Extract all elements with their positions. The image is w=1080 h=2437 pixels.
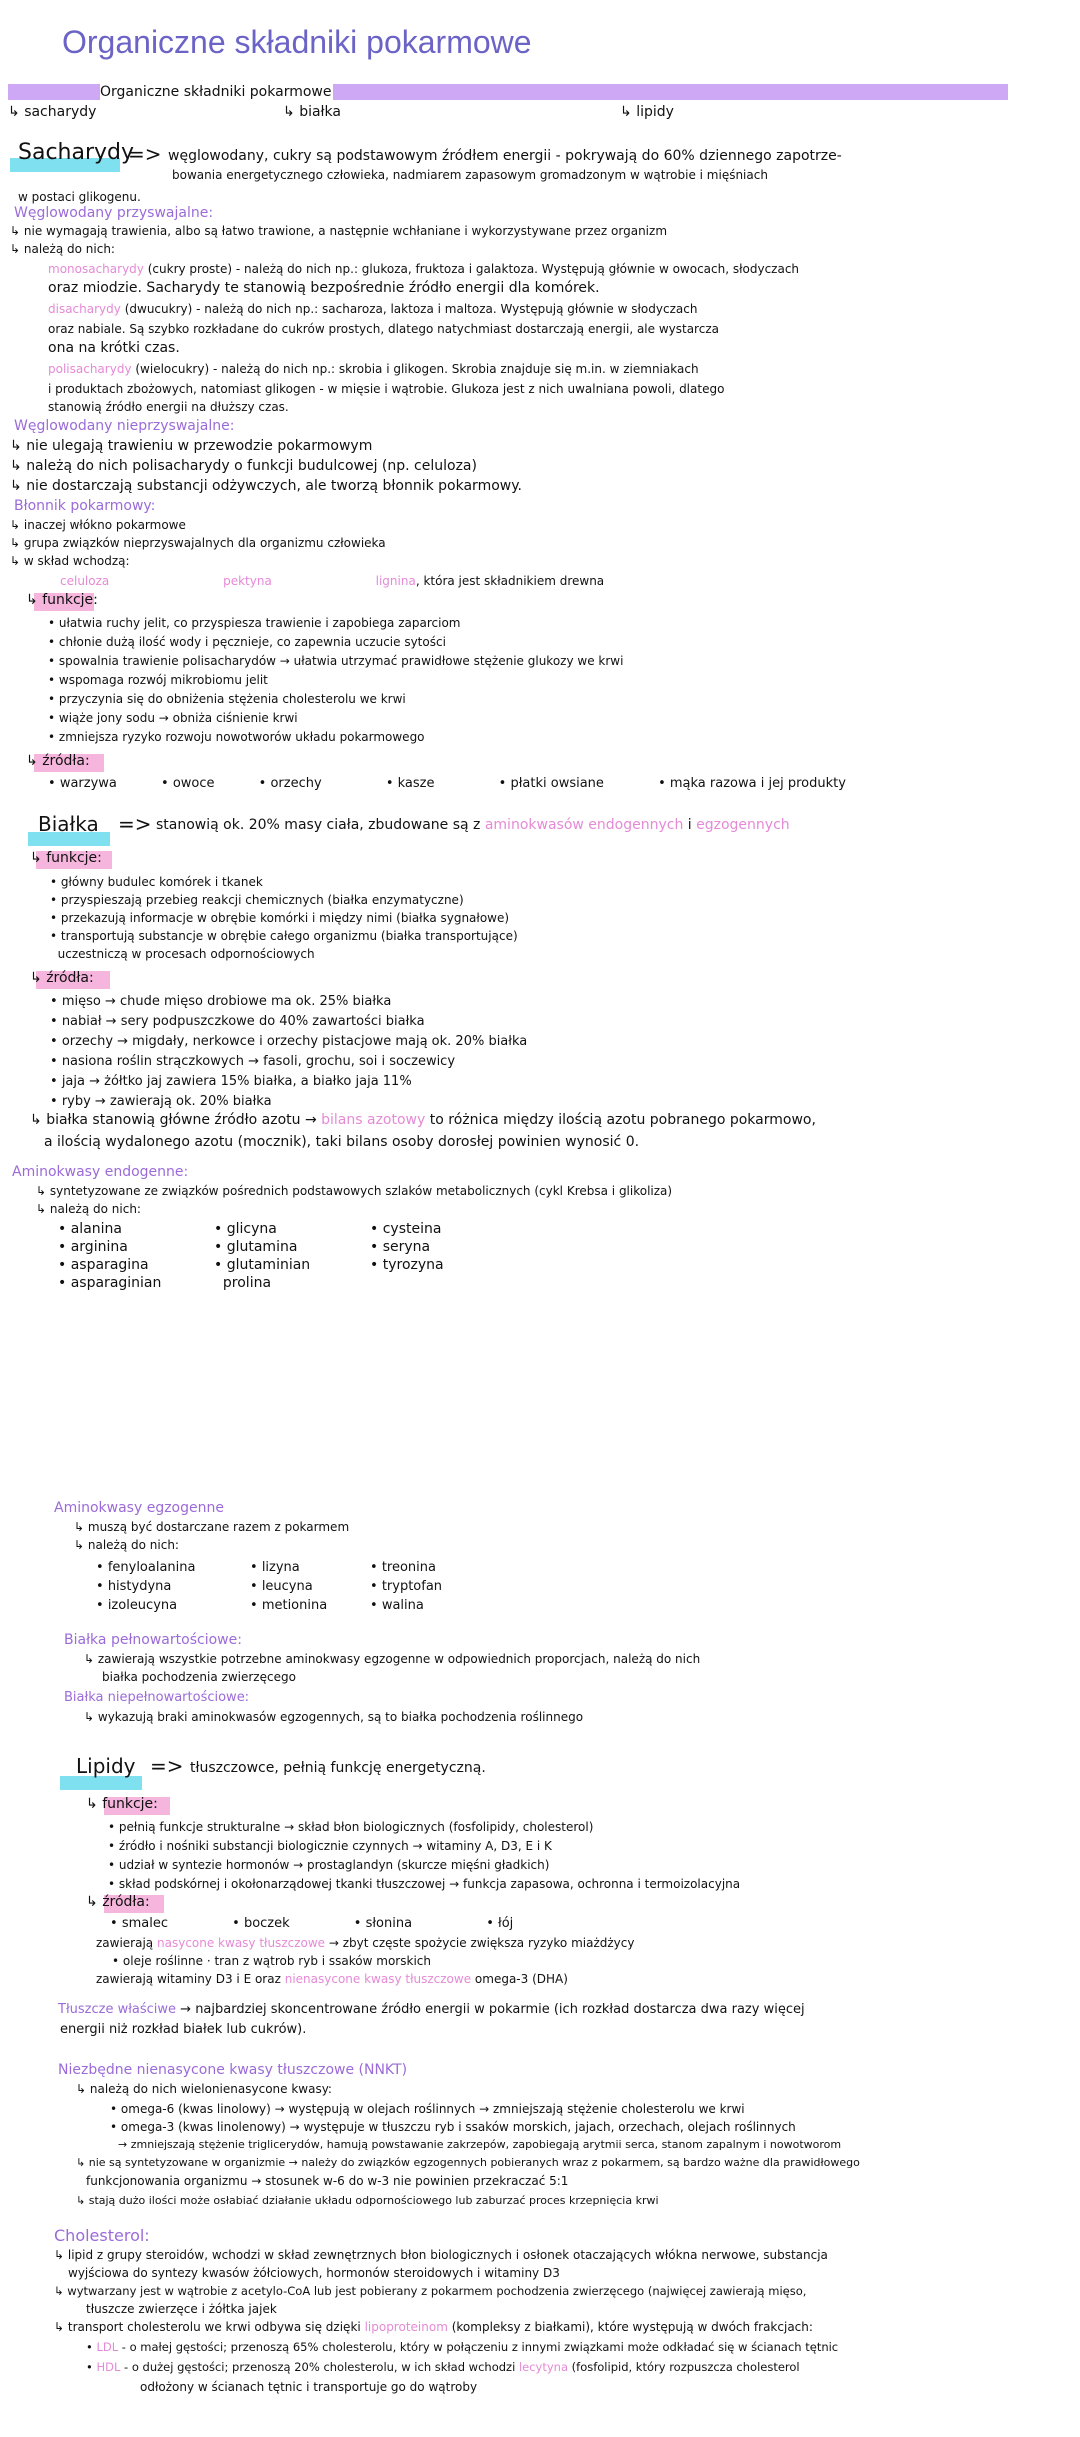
sacharydy-def-3: w postaci glikogenu.: [18, 190, 141, 204]
blonnik-items: celuloza pektyna lignina, która jest składnikiem drewna: [60, 574, 605, 588]
nieprzyswajalne-line-3: ↳ nie dostarczają substancji odżywczych, ale tworzą błonnik pokarmowy.: [10, 478, 522, 494]
blonnik-zrodla-heading: ↳ źródła:: [26, 753, 90, 769]
list-item: • histydyna: [96, 1579, 172, 1594]
pelnowartosciowe-line-1: ↳ zawierają wszystkie potrzebne aminokwasy egzogenne w odpowiednich proporcjach, należą do nich: [84, 1652, 701, 1666]
list-item: • wspomaga rozwój mikrobiomu jelit: [48, 673, 268, 687]
list-item: • transportują substancje w obrębie całego organizmu (białka transportujące): [50, 929, 518, 943]
sacharydy-heading: Sacharydy: [18, 140, 135, 165]
sacharydy-def-2: bowania energetycznego człowieka, nadmiarem zapasowym gromadzonym w wątrobie i mięśniach: [172, 168, 768, 182]
nnkt-heading: Niezbędne nienasycone kwasy tłuszczowe (NNKT): [58, 2062, 408, 2078]
przyswajalne-line-1: ↳ nie wymagają trawienia, albo są łatwo trawione, a następnie wchłaniane i wykorzystywane przez organizm: [10, 224, 668, 238]
nieprzyswajalne-line-1: ↳ nie ulegają trawieniu w przewodzie pokarmowym: [10, 438, 373, 454]
list-item: • tryptofan: [370, 1579, 443, 1594]
endogenne-heading: Aminokwasy endogenne:: [12, 1164, 189, 1180]
arrow-icon: ↳: [10, 518, 24, 532]
blonnik-funkcje-list: [48, 614, 623, 747]
blonnik-zrodla-list: [48, 776, 846, 791]
lipidy-funkcje-list: [108, 1818, 740, 1894]
arrow-icon: ↳: [74, 1520, 88, 1534]
list-item: • spowalnia trawienie polisacharydów → ułatwia utrzymać prawidłowe stężenie glukozy we krwi: [48, 654, 624, 668]
list-item: • glutaminian: [214, 1257, 311, 1273]
list-item: • glicyna: [214, 1221, 277, 1237]
list-item: • lizyna: [250, 1560, 300, 1575]
bialka-funkcje-list: [50, 873, 518, 963]
przyswajalne-line-2: ↳ należą do nich:: [10, 242, 115, 256]
arrow-icon: ↳: [30, 970, 47, 986]
nnkt-omega6: • omega-6 (kwas linolowy) → występują w olejach roślinnych → zmniejszają stężenie cholesterolu we krwi: [110, 2102, 745, 2116]
list-item: • mięso → chude mięso drobiowe ma ok. 25% białka: [50, 994, 392, 1009]
cholesterol-line-1: ↳ lipid z grupy steroidów, wchodzi w skład zewnętrznych błon biologicznych i osłonek otaczających włókna nerwowe, substancja: [54, 2248, 828, 2262]
cholesterol-line-2: wyjściowa do syntezy kwasów żółciowych, hormonów steroidowych i witaminy D3: [68, 2266, 560, 2280]
arrow-icon: ↳: [8, 104, 25, 120]
list-item: • kasze: [385, 776, 435, 791]
list-item: • boczek: [232, 1916, 290, 1931]
list-item: • glutamina: [214, 1239, 298, 1255]
arrow-icon: ↳: [10, 554, 24, 568]
niepelnowartosciowe-line: ↳ wykazują braki aminokwasów egzogennych, są to białka pochodzenia roślinnego: [84, 1710, 584, 1724]
page-title: Organiczne składniki pokarmowe: [62, 24, 532, 60]
nnkt-omega3-b: → zmniejszają stężenie triglicerydów, hamują powstawanie zakrzepów, zapobiegają arytmii serca, stanom zapalnym i nowotworom: [118, 2138, 842, 2151]
di-line-1: disacharydy (dwucukry) - należą do nich np.: sacharoza, laktoza i maltoza. Występują głównie w słodyczach: [48, 302, 698, 316]
bialka-arrow: =>: [118, 812, 152, 836]
list-item: • nabiał → sery podpuszczkowe do 40% zawartości białka: [50, 1014, 425, 1029]
list-item: • pełnią funkcje strukturalne → skład błon biologicznych (fosfolipidy, cholesterol): [108, 1820, 594, 1834]
arrow-icon: ↳: [26, 592, 43, 608]
cholesterol-hdl-2: odłożony w ścianach tętnic i transportuje go do wątroby: [140, 2380, 478, 2394]
cholesterol-hdl: • HDL - o dużej gęstości; przenoszą 20% cholesterolu, w ich skład wchodzi lecytyna (fosfolipid, który rozpuszcza cholesterol: [86, 2360, 800, 2374]
niepelnowartosciowe-heading: Białka niepełnowartościowe:: [64, 1690, 250, 1705]
endogenne-line-1: ↳ syntetyzowane ze związków pośrednich podstawowych szlaków metabolicznych (cykl Krebsa i glikoliza): [36, 1184, 673, 1198]
egzogenne-col-2: [250, 1558, 327, 1615]
nieprzyswajalne-line-2: ↳ należą do nich polisacharydy o funkcji budulcowej (np. celuloza): [10, 458, 477, 474]
list-item: • chłonie dużą ilość wody i pęcznieje, co zapewnia uczucie sytości: [48, 635, 446, 649]
nnkt-omega3: • omega-3 (kwas linolenowy) → występuje w tłuszczu ryb i ssaków morskich, jajach, orzechach, olejach roślinnych: [110, 2120, 796, 2134]
arrow-icon: ↳: [76, 2156, 89, 2169]
sacharydy-def-1: węglowodany, cukry są podstawowym źródłem energii - pokrywają do 60% dziennego zapotrze-: [168, 148, 842, 164]
list-item: • cysteina: [370, 1221, 442, 1237]
list-item: • asparaginian: [58, 1275, 162, 1291]
sacharydy-arrow: =>: [128, 142, 162, 166]
list-item: • orzechy → migdały, nerkowce i orzechy pistacjowe mają ok. 20% białka: [50, 1034, 528, 1049]
blonnik-item: pektyna: [223, 574, 272, 588]
list-item: • przyspieszają przebieg reakcji chemicznych (białka enzymatyczne): [50, 893, 464, 907]
lipidy-zrodla-list: [110, 1916, 513, 1931]
list-item: • ryby → zawierają ok. 20% białka: [50, 1094, 272, 1109]
bialka-funkcje-heading: ↳ funkcje:: [30, 850, 102, 866]
lipidy-zrodla-line-1: zawierają nasycone kwasy tłuszczowe → zbyt częste spożycie zwiększa ryzyko miażdżycy: [96, 1936, 635, 1950]
tree-branch-sacharydy: ↳ sacharydy: [8, 104, 97, 120]
list-item: • asparagina: [58, 1257, 149, 1273]
cholesterol-heading: Cholesterol:: [54, 2226, 150, 2245]
lipidy-zrodla-heading: ↳ źródła:: [86, 1894, 150, 1910]
tluszcze-line-1: Tłuszcze właściwe → najbardziej skoncentrowane źródło energii w pokarmie (ich rozkład dostarcza dwa razy więcej: [58, 2002, 805, 2017]
list-item: • orzechy: [258, 776, 322, 791]
cholesterol-line-4: tłuszcze zwierzęce i żółtka jajek: [86, 2302, 277, 2316]
lipidy-arrow: =>: [150, 1754, 184, 1778]
lipidy-highlight: [60, 1776, 142, 1790]
blonnik-heading: Błonnik pokarmowy:: [14, 498, 156, 514]
endogenne-col-1: [58, 1220, 161, 1292]
arrow-icon: ↳: [10, 224, 24, 238]
blonnik-item: lignina: [375, 574, 416, 588]
list-item: • seryna: [370, 1239, 431, 1255]
nnkt-line-1: ↳ należą do nich wielonienasycone kwasy:: [76, 2082, 332, 2096]
lipidy-funkcje-heading: ↳ funkcje:: [86, 1796, 158, 1812]
arrow-icon: ↳: [283, 104, 300, 120]
azot-line-1: ↳ białka stanowią główne źródło azotu → bilans azotowy to różnica między ilością azotu pobranego pokarmowo,: [30, 1112, 816, 1128]
endogenne-col-2: [214, 1220, 310, 1292]
highlight-bar-right: [333, 84, 1008, 100]
arrow-icon: ↳: [76, 2194, 89, 2207]
di-line-3: ona na krótki czas.: [48, 340, 180, 356]
di-line-2: oraz nabiale. Są szybko rozkładane do cukrów prostych, dlatego natychmiast dostarczają energii, ale wystarcza: [48, 322, 719, 336]
list-item: • fenyloalanina: [96, 1560, 196, 1575]
list-item: prolina: [222, 1275, 272, 1291]
list-item: • skład podskórnej i okołonarządowej tkanki tłuszczowej → funkcja zapasowa, ochronna i termoizolacyjna: [108, 1877, 741, 1891]
list-item: • główny budulec komórek i tkanek: [50, 875, 263, 889]
list-item: uczestniczą w procesach odpornościowych: [57, 947, 315, 961]
lipidy-zrodla-line-3: zawierają witaminy D3 i E oraz nienasycone kwasy tłuszczowe omega-3 (DHA): [96, 1972, 568, 1986]
endogenne-col-3: [370, 1220, 444, 1274]
bialka-def: stanowią ok. 20% masy ciała, zbudowane są z aminokwasów endogennych i egzogennych: [156, 817, 790, 833]
arrow-icon: ↳: [26, 753, 43, 769]
endogenne-line-2: ↳ należą do nich:: [36, 1202, 141, 1216]
arrow-icon: ↳: [76, 2082, 90, 2096]
list-item: • jaja → żółtko jaj zawiera 15% białka, a białko jaja 11%: [50, 1074, 412, 1089]
egzogenne-col-3: [370, 1558, 442, 1615]
list-item: • treonina: [370, 1560, 436, 1575]
list-item: • łój: [486, 1916, 514, 1931]
lipidy-heading: Lipidy: [76, 1754, 136, 1778]
list-item: • udział w syntezie hormonów → prostaglandyn (skurcze mięśni gładkich): [108, 1858, 550, 1872]
cholesterol-line-3: ↳ wytwarzany jest w wątrobie z acetylo-CoA lub jest pobierany z pokarmem pochodzenia zwierzęcego (najwięcej zawierają mięso,: [54, 2284, 807, 2298]
arrow-icon: ↳: [10, 536, 24, 550]
list-item: • nasiona roślin strączkowych → fasoli, grochu, soi i soczewicy: [50, 1054, 456, 1069]
bialka-heading: Białka: [38, 812, 99, 836]
bialka-zrodla-list: [50, 992, 527, 1112]
blonnik-line-2: ↳ grupa związków nieprzyswajalnych dla organizmu człowieka: [10, 536, 386, 550]
tree-root: Organiczne składniki pokarmowe: [100, 84, 332, 100]
nnkt-line-3: funkcjonowania organizmu → stosunek w-6 do w-3 nie powinien przekraczać 5:1: [86, 2174, 569, 2188]
list-item: • ułatwia ruchy jelit, co przyspiesza trawienie i zapobiega zaparciom: [48, 616, 461, 630]
list-item: • arginina: [58, 1239, 128, 1255]
tluszcze-line-2: energii niż rozkład białek lub cukrów).: [60, 2022, 307, 2037]
arrow-icon: ↳: [74, 1538, 88, 1552]
list-item: • słonina: [353, 1916, 413, 1931]
arrow-icon: ↳: [84, 1710, 98, 1724]
blonnik-funkcje-heading: ↳ funkcje:: [26, 592, 98, 608]
list-item: • wiąże jony sodu → obniża ciśnienie krwi: [48, 711, 298, 725]
list-item: • warzywa: [48, 776, 117, 791]
list-item: • alanina: [58, 1221, 122, 1237]
arrow-icon: ↳: [54, 2248, 68, 2262]
tree-branch-lipidy: ↳ lipidy: [620, 104, 674, 120]
arrow-icon: ↳: [84, 1652, 98, 1666]
list-item: • tyrozyna: [370, 1257, 444, 1273]
list-item: • przekazują informacje w obrębie komórki i między nimi (białka sygnałowe): [50, 911, 510, 925]
list-item: • owoce: [161, 776, 215, 791]
nnkt-line-2: ↳ nie są syntetyzowane w organizmie → należy do związków egzogennych pobieranych wraz z pokarmem, są bardzo ważne dla prawidłowego: [76, 2156, 860, 2169]
pelnowartosciowe-line-2: białka pochodzenia zwierzęcego: [102, 1670, 296, 1684]
tree-branch-bialka: ↳ białka: [283, 104, 341, 120]
blonnik-item: celuloza: [60, 574, 110, 588]
arrow-icon: ↳: [10, 458, 27, 474]
arrow-icon: ↳: [36, 1202, 50, 1216]
list-item: • płatki owsiane: [498, 776, 604, 791]
cholesterol-ldl: • LDL - o małej gęstości; przenoszą 65% cholesterolu, który w połączeniu z innymi związkami może odkładać się w ścianach tętnic: [86, 2340, 839, 2354]
blonnik-line-1: ↳ inaczej włókno pokarmowe: [10, 518, 186, 532]
list-item: • przyczynia się do obniżenia stężenia cholesterolu we krwi: [48, 692, 406, 706]
poli-line-3: stanowią źródło energii na dłuższy czas.: [48, 400, 289, 414]
poli-line-1: polisacharydy (wielocukry) - należą do nich np.: skrobia i glikogen. Skrobia znajduje się m.in. w ziemniakach: [48, 362, 699, 376]
cholesterol-line-5: ↳ transport cholesterolu we krwi odbywa się dzięki lipoproteinom (kompleksy z białkami), które występują w dwóch frakcjach:: [54, 2320, 813, 2334]
list-item: • mąka razowa i jej produkty: [658, 776, 846, 791]
arrow-icon: ↳: [54, 2284, 68, 2298]
poli-line-2: i produktach zbożowych, natomiast glikogen - w mięsie i wątrobie. Glukoza jest z nich uwalniana powoli, dlatego: [48, 382, 725, 396]
egzogenne-heading: Aminokwasy egzogenne: [54, 1500, 224, 1516]
arrow-icon: ↳: [620, 104, 637, 120]
egzogenne-col-1: [96, 1558, 196, 1615]
arrow-icon: ↳: [10, 242, 24, 256]
mono-line-2: oraz miodzie. Sacharydy te stanowią bezpośrednie źródło energii dla komórek.: [48, 280, 600, 296]
arrow-icon: ↳: [10, 478, 27, 494]
list-item: • zmniejsza ryzyko rozwoju nowotworów układu pokarmowego: [48, 730, 425, 744]
blonnik-line-3: ↳ w skład wchodzą:: [10, 554, 130, 568]
egzogenne-line-1: ↳ muszą być dostarczane razem z pokarmem: [74, 1520, 350, 1534]
list-item: • leucyna: [250, 1579, 313, 1594]
mono-line-1: monosacharydy (cukry proste) - należą do nich np.: glukoza, fruktoza i galaktoza. Występują głównie w owocach, słodyczach: [48, 262, 800, 276]
lipidy-def: tłuszczowce, pełnią funkcję energetyczną.: [190, 1760, 486, 1776]
list-item: • izoleucyna: [96, 1598, 178, 1613]
list-item: • metionina: [250, 1598, 328, 1613]
arrow-icon: ↳: [30, 1112, 47, 1128]
arrow-icon: ↳: [54, 2320, 68, 2334]
arrow-icon: ↳: [30, 850, 47, 866]
nnkt-line-4: ↳ stają dużo ilości może osłabiać działanie układu odpornościowego lub zaburzać proces krzepnięcia krwi: [76, 2194, 659, 2207]
przyswajalne-heading: Węglowodany przyswajalne:: [14, 205, 214, 221]
azot-line-2: a ilością wydalonego azotu (mocznik), taki bilans osoby dorosłej powinien wynosić 0.: [44, 1134, 640, 1150]
arrow-icon: ↳: [10, 438, 27, 454]
highlight-bar-left: [8, 84, 100, 100]
egzogenne-line-2: ↳ należą do nich:: [74, 1538, 179, 1552]
nieprzyswajalne-heading: Węglowodany nieprzyswajalne:: [14, 418, 235, 434]
list-item: • źródło i nośniki substancji biologicznie czynnych → witaminy A, D3, E i K: [108, 1839, 552, 1853]
pelnowartosciowe-heading: Białka pełnowartościowe:: [64, 1632, 242, 1648]
arrow-icon: ↳: [86, 1796, 103, 1812]
bialka-zrodla-heading: ↳ źródła:: [30, 970, 94, 986]
list-item: • smalec: [110, 1916, 168, 1931]
list-item: • walina: [370, 1598, 424, 1613]
arrow-icon: ↳: [86, 1894, 103, 1910]
lipidy-zrodla-line-2: • oleje roślinne · tran z wątrob ryb i ssaków morskich: [112, 1954, 431, 1968]
arrow-icon: ↳: [36, 1184, 50, 1198]
